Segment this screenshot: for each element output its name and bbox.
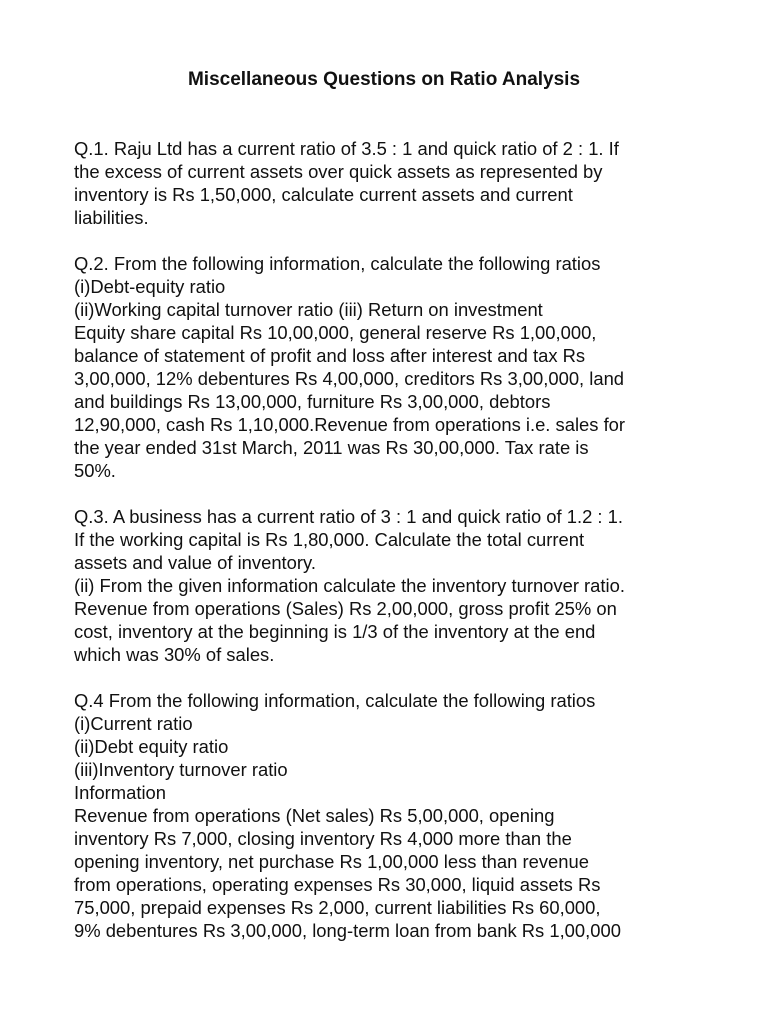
text-line: assets and value of inventory. (74, 552, 316, 573)
text-line: and buildings Rs 13,00,000, furniture Rs 3,00,000, debtors (74, 391, 551, 412)
page-title: Miscellaneous Questions on Ratio Analysis (187, 69, 581, 90)
text-line: 9% debentures Rs 3,00,000, long-term loan from bank Rs 1,00,000 (74, 920, 621, 941)
text-line: opening inventory, net purchase Rs 1,00,000 less than revenue (74, 851, 589, 872)
text-line: cost, inventory at the beginning is 1/3 of the inventory at the end (74, 621, 596, 642)
text-line: (ii)Working capital turnover ratio (iii) Return on investment (74, 299, 543, 320)
text-line: (ii) From the given information calculate the inventory turnover ratio. (74, 575, 625, 596)
text-line: (iii)Inventory turnover ratio (74, 759, 288, 780)
text-line: the year ended 31st March, 2011 was Rs 30,00,000. Tax rate is (74, 437, 589, 458)
question-1 (74, 137, 714, 229)
text-line: 12,90,000, cash Rs 1,10,000.Revenue from operations i.e. sales for (74, 414, 626, 435)
question-2 (74, 252, 714, 482)
document-body (74, 137, 714, 965)
text-line: Equity share capital Rs 10,00,000, general reserve Rs 1,00,000, (74, 322, 597, 343)
question-4 (74, 689, 714, 942)
text-line: inventory is Rs 1,50,000, calculate current assets and current (74, 184, 573, 205)
text-line: Revenue from operations (Sales) Rs 2,00,000, gross profit 25% on (74, 598, 617, 619)
text-line: (i)Debt-equity ratio (74, 276, 226, 297)
text-line: (i)Current ratio (74, 713, 193, 734)
text-line: (ii)Debt equity ratio (74, 736, 229, 757)
text-line: liabilities. (74, 207, 149, 228)
text-line: 75,000, prepaid expenses Rs 2,000, current liabilities Rs 60,000, (74, 897, 601, 918)
text-line: 3,00,000, 12% debentures Rs 4,00,000, creditors Rs 3,00,000, land (74, 368, 625, 389)
text-line: Revenue from operations (Net sales) Rs 5,00,000, opening (74, 805, 555, 826)
text-line: If the working capital is Rs 1,80,000. Calculate the total current (74, 529, 585, 550)
text-line: Q.3. A business has a current ratio of 3 : 1 and quick ratio of 1.2 : 1. (74, 506, 623, 527)
text-line: Q.1. Raju Ltd has a current ratio of 3.5 : 1 and quick ratio of 2 : 1. If (74, 138, 619, 159)
text-line: from operations, operating expenses Rs 30,000, liquid assets Rs (74, 874, 601, 895)
text-line: which was 30% of sales. (74, 644, 275, 665)
text-line: inventory Rs 7,000, closing inventory Rs 4,000 more than the (74, 828, 572, 849)
text-line: balance of statement of profit and loss after interest and tax Rs (74, 345, 586, 366)
text-line: Q.4 From the following information, calculate the following ratios (74, 690, 596, 711)
text-line: Information (74, 782, 166, 803)
text-line: 50%. (74, 460, 116, 481)
question-3 (74, 505, 714, 666)
text-line: Q.2. From the following information, calculate the following ratios (74, 253, 601, 274)
text-line: the excess of current assets over quick assets as represented by (74, 161, 603, 182)
